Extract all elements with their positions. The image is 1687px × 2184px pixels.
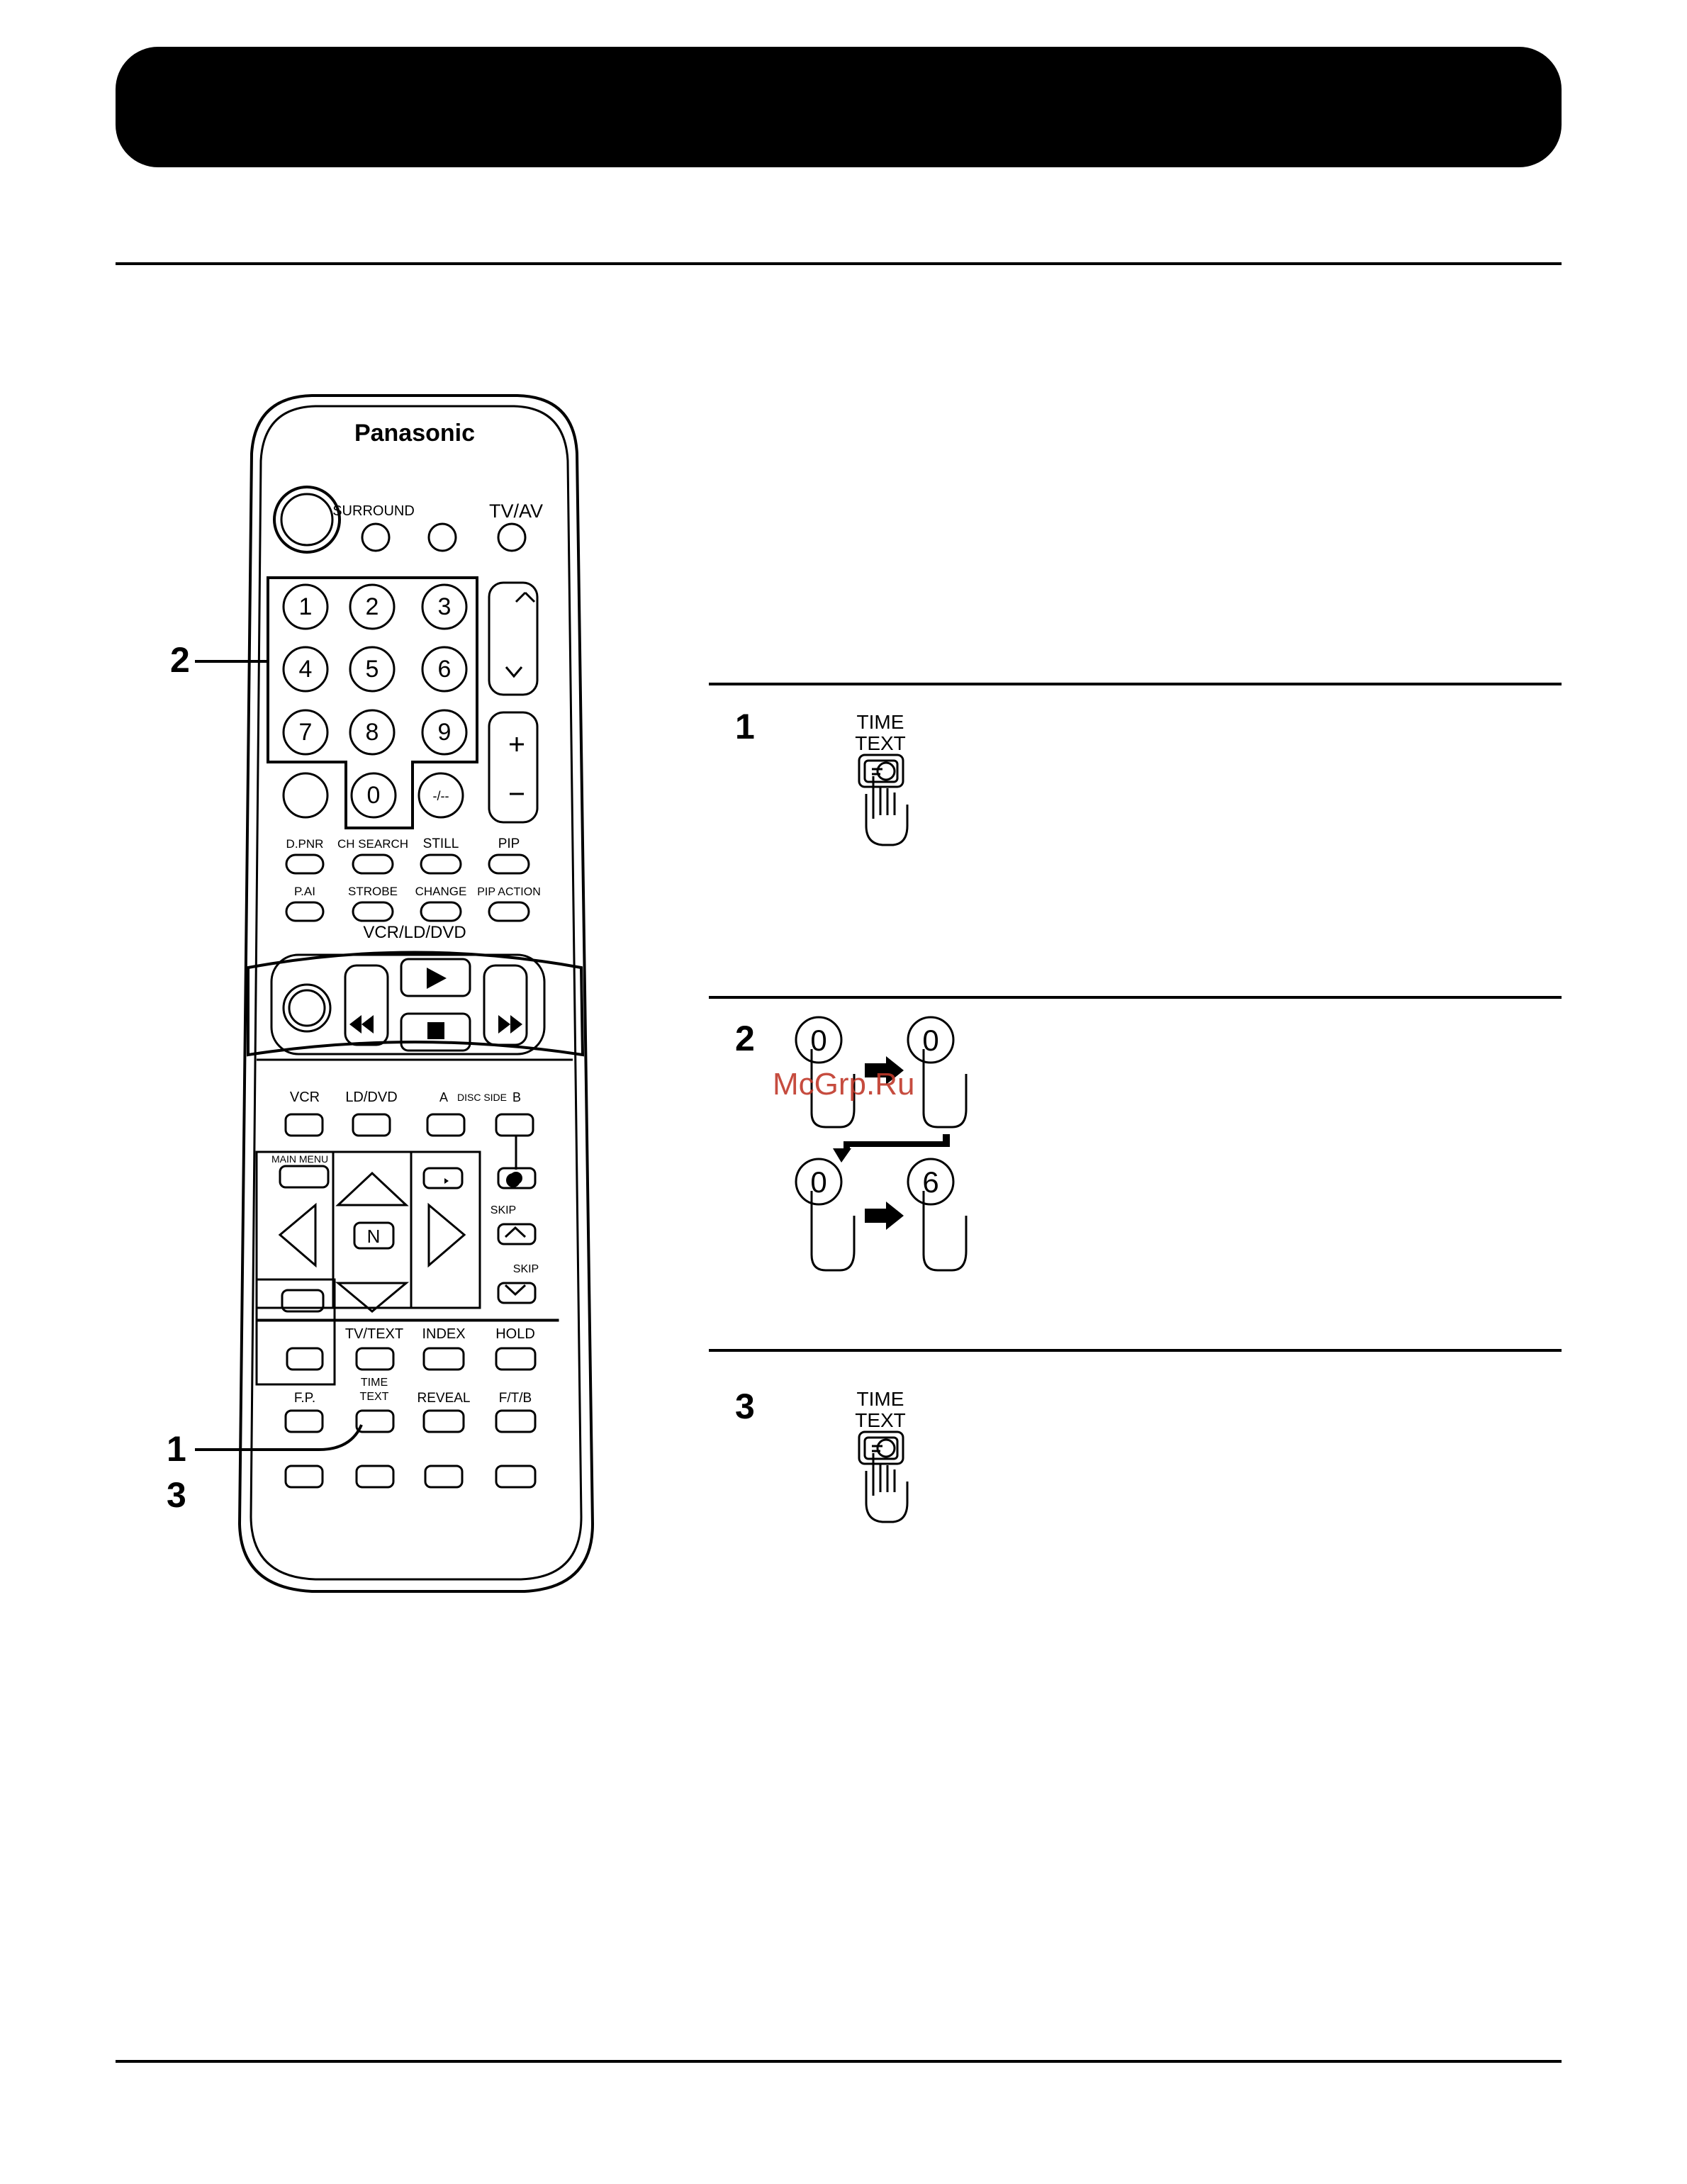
strobe-label: STROBE (348, 885, 398, 898)
remote-text-label: TEXT (359, 1391, 389, 1403)
digit-6[interactable]: 6 (437, 656, 452, 683)
digit-4[interactable]: 4 (298, 656, 313, 683)
pai-label: P.AI (294, 885, 315, 898)
digit-3[interactable]: 3 (437, 593, 452, 620)
remote-time-label: TIME (360, 1377, 388, 1389)
pip-action-label: PIP ACTION (477, 886, 541, 898)
digit-5[interactable]: 5 (365, 656, 379, 683)
digit-8[interactable]: 8 (365, 719, 379, 746)
step-3-time-text-press (844, 1386, 929, 1528)
tvav-label: TV/AV (488, 500, 544, 522)
watermark: McGrp.Ru (773, 1067, 915, 1102)
step2-rule (709, 996, 1562, 999)
pip-label: PIP (498, 836, 520, 851)
step-1-key-text: TEXT (855, 732, 906, 754)
step1-rule (709, 683, 1562, 685)
ch-search-label: CH SEARCH (337, 837, 409, 851)
hold-label: HOLD (495, 1326, 535, 1342)
tv-text-label: TV/TEXT (344, 1326, 404, 1342)
callout-2: 2 (170, 640, 190, 680)
step3-rule (709, 1349, 1562, 1352)
digit-9[interactable]: 9 (437, 719, 452, 746)
callout-1: 1 (167, 1429, 186, 1469)
dash-key[interactable]: -/-- (432, 789, 449, 803)
bottom-rule (116, 2060, 1562, 2063)
step-3-key-time: TIME (856, 1388, 904, 1410)
digit-2[interactable]: 2 (365, 593, 379, 620)
still-label: STILL (422, 836, 459, 851)
step-2-digit-1: 0 (810, 1024, 827, 1057)
step-2-digit-3: 0 (810, 1165, 827, 1199)
step-2-digit-2: 0 (922, 1024, 939, 1057)
step-1-number: 1 (735, 707, 755, 746)
dpnr-label: D.PNR (286, 837, 324, 851)
step-1-time-text-press (844, 709, 929, 851)
brand-logo: Panasonic (354, 420, 476, 447)
digit-1[interactable]: 1 (298, 593, 313, 620)
main-menu-label: MAIN MENU (271, 1153, 329, 1165)
a-label: A (439, 1090, 449, 1104)
vcr-ld-dvd-label: VCR/LD/DVD (363, 923, 466, 942)
step-2-digit-sequence (790, 1007, 975, 1276)
skip-fwd-label: SKIP (490, 1204, 517, 1216)
remote-control (0, 0, 709, 1630)
reveal-label: REVEAL (417, 1391, 471, 1406)
step-2-number: 2 (735, 1019, 755, 1058)
step-1-key-time: TIME (856, 711, 904, 733)
digit-0[interactable]: 0 (366, 782, 381, 809)
b-label: B (512, 1090, 522, 1104)
surround-label: SURROUND (332, 503, 415, 519)
index-label: INDEX (422, 1326, 466, 1342)
vcr-label: VCR (289, 1090, 320, 1105)
ld-dvd-label: LD/DVD (345, 1090, 398, 1105)
change-label: CHANGE (415, 885, 467, 898)
n-key[interactable]: N (366, 1226, 381, 1247)
fp-label: F.P. (293, 1391, 316, 1406)
skip-back-label: SKIP (512, 1263, 539, 1275)
ftb-label: F/T/B (498, 1391, 532, 1406)
digit-7[interactable]: 7 (298, 719, 313, 746)
callout-3: 3 (167, 1475, 186, 1515)
step-3-key-text: TEXT (855, 1409, 906, 1431)
disc-side-label: DISC SIDE (456, 1092, 508, 1103)
step-2-digit-4: 6 (922, 1165, 939, 1199)
step-3-number: 3 (735, 1387, 755, 1426)
